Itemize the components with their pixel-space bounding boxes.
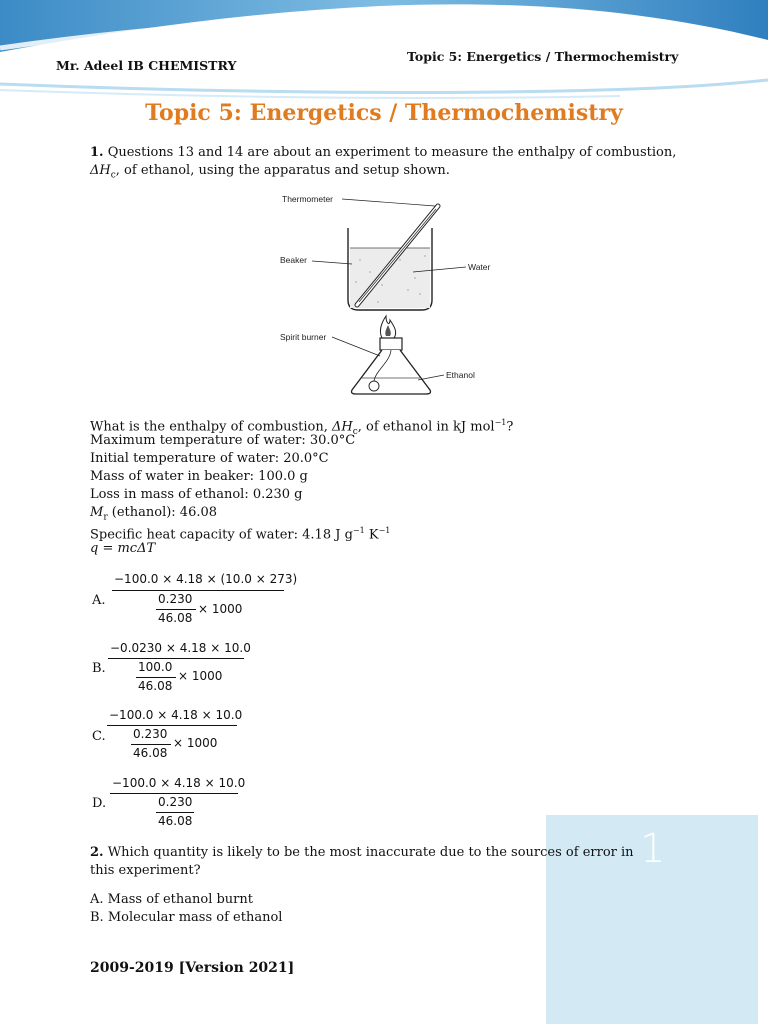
data-line-mass-water: Mass of water in beaker: 100.0 g xyxy=(90,469,308,484)
prompt-dh: ΔH xyxy=(332,419,353,435)
prompt-text-a: What is the enthalpy of combustion, xyxy=(90,419,333,435)
label-ethanol: Ethanol xyxy=(446,370,475,380)
option-d-main-bar xyxy=(110,793,238,794)
question-1-prompt xyxy=(90,414,514,437)
option-b-letter: B. xyxy=(92,661,106,676)
apparatus-diagram xyxy=(270,190,510,408)
option-b-main-bar xyxy=(108,658,244,659)
option-c-mult: × 1000 xyxy=(173,736,218,750)
mr-sub: r xyxy=(103,512,108,523)
question-2-number: 2. xyxy=(90,845,104,860)
option-c-inner-num: 0.230 xyxy=(133,727,168,741)
mr-rest: (ethanol): 46.08 xyxy=(107,505,218,520)
question-2-option-a: A. Mass of ethanol burnt xyxy=(90,892,253,907)
question-1-number: 1. xyxy=(90,145,104,160)
shc-sup1: −1 xyxy=(352,526,365,535)
header-author: Mr. Adeel IB CHEMISTRY xyxy=(56,58,237,73)
prompt-text-c: ? xyxy=(506,419,514,435)
option-d-letter: D. xyxy=(92,796,107,811)
footer-version: 2009-2019 [Version 2021] xyxy=(90,960,295,976)
question-2-options xyxy=(90,891,282,927)
question-1-data xyxy=(90,414,513,558)
data-line-max-temp: Maximum temperature of water: 30.0°C xyxy=(90,433,356,448)
option-d-inner-den: 46.08 xyxy=(158,814,193,828)
option-c-main-bar xyxy=(107,725,237,726)
option-b-inner-num: 100.0 xyxy=(138,660,173,674)
option-c-inner-bar xyxy=(131,744,171,745)
shc-a: Specific heat capacity of water: 4.18 J g xyxy=(90,527,353,543)
label-water: Water xyxy=(468,262,491,272)
mr-symbol: M xyxy=(90,505,104,520)
data-line-mr xyxy=(90,504,513,522)
header-topic: Topic 5: Energetics / Thermochemistry xyxy=(407,49,679,64)
data-line-shc xyxy=(90,522,513,543)
option-a-inner-num: 0.230 xyxy=(158,592,193,606)
shc-b: K xyxy=(364,527,379,543)
option-b-mult: × 1000 xyxy=(178,669,223,683)
prompt-dh-sub: c xyxy=(352,426,358,437)
formula-text: q = mcΔT xyxy=(90,541,156,556)
data-line-loss-ethanol: Loss in mass of ethanol: 0.230 g xyxy=(90,487,303,502)
option-b-inner-den: 46.08 xyxy=(138,679,173,693)
option-c-numerator: −100.0 × 4.18 × 10.0 xyxy=(109,708,243,722)
option-b-inner-bar xyxy=(136,677,176,678)
question-2-option-b: B. Molecular mass of ethanol xyxy=(90,910,283,925)
question-1-text-c: , of ethanol, using the apparatus and setup shown. xyxy=(115,163,450,178)
delta-h-symbol: ΔH xyxy=(90,163,111,178)
question-2-text xyxy=(90,844,650,880)
option-a-main-bar xyxy=(112,590,284,591)
label-thermometer: Thermometer xyxy=(282,194,334,204)
option-a-inner-den: 46.08 xyxy=(158,611,193,625)
option-d-inner-bar xyxy=(156,812,194,813)
option-a-inner-bar xyxy=(156,609,196,610)
option-c-inner-den: 46.08 xyxy=(133,746,168,760)
label-beaker: Beaker xyxy=(280,255,307,265)
option-a-mult: × 1000 xyxy=(198,602,243,616)
option-d-numerator: −100.0 × 4.18 × 10.0 xyxy=(112,776,246,790)
option-a-letter: A. xyxy=(92,593,106,608)
delta-h-sub: c xyxy=(110,170,116,181)
question-1-text-a: Questions 13 and 14 are about an experiment to measure the enthalpy of combustion, xyxy=(103,145,677,160)
option-b-numerator: −0.0230 × 4.18 × 10.0 xyxy=(110,641,251,655)
page-title: Topic 5: Energetics / Thermochemistry xyxy=(145,100,623,126)
prompt-sup: −1 xyxy=(494,418,507,427)
page-number: 1 xyxy=(640,826,666,872)
question-2-body: Which quantity is likely to be the most inaccurate due to the sources of error in this experiment? xyxy=(90,845,634,878)
option-a-numerator: −100.0 × 4.18 × (10.0 × 273) xyxy=(114,572,298,586)
shc-sup2: −1 xyxy=(378,526,391,535)
prompt-text-b: , of ethanol in kJ mol xyxy=(357,419,495,435)
option-d-inner-num: 0.230 xyxy=(158,795,193,809)
label-spirit-burner: Spirit burner xyxy=(280,332,327,342)
option-c-letter: C. xyxy=(92,729,106,744)
data-line-initial-temp: Initial temperature of water: 20.0°C xyxy=(90,451,329,466)
question-1-text xyxy=(90,144,680,185)
data-line-formula xyxy=(90,540,513,558)
